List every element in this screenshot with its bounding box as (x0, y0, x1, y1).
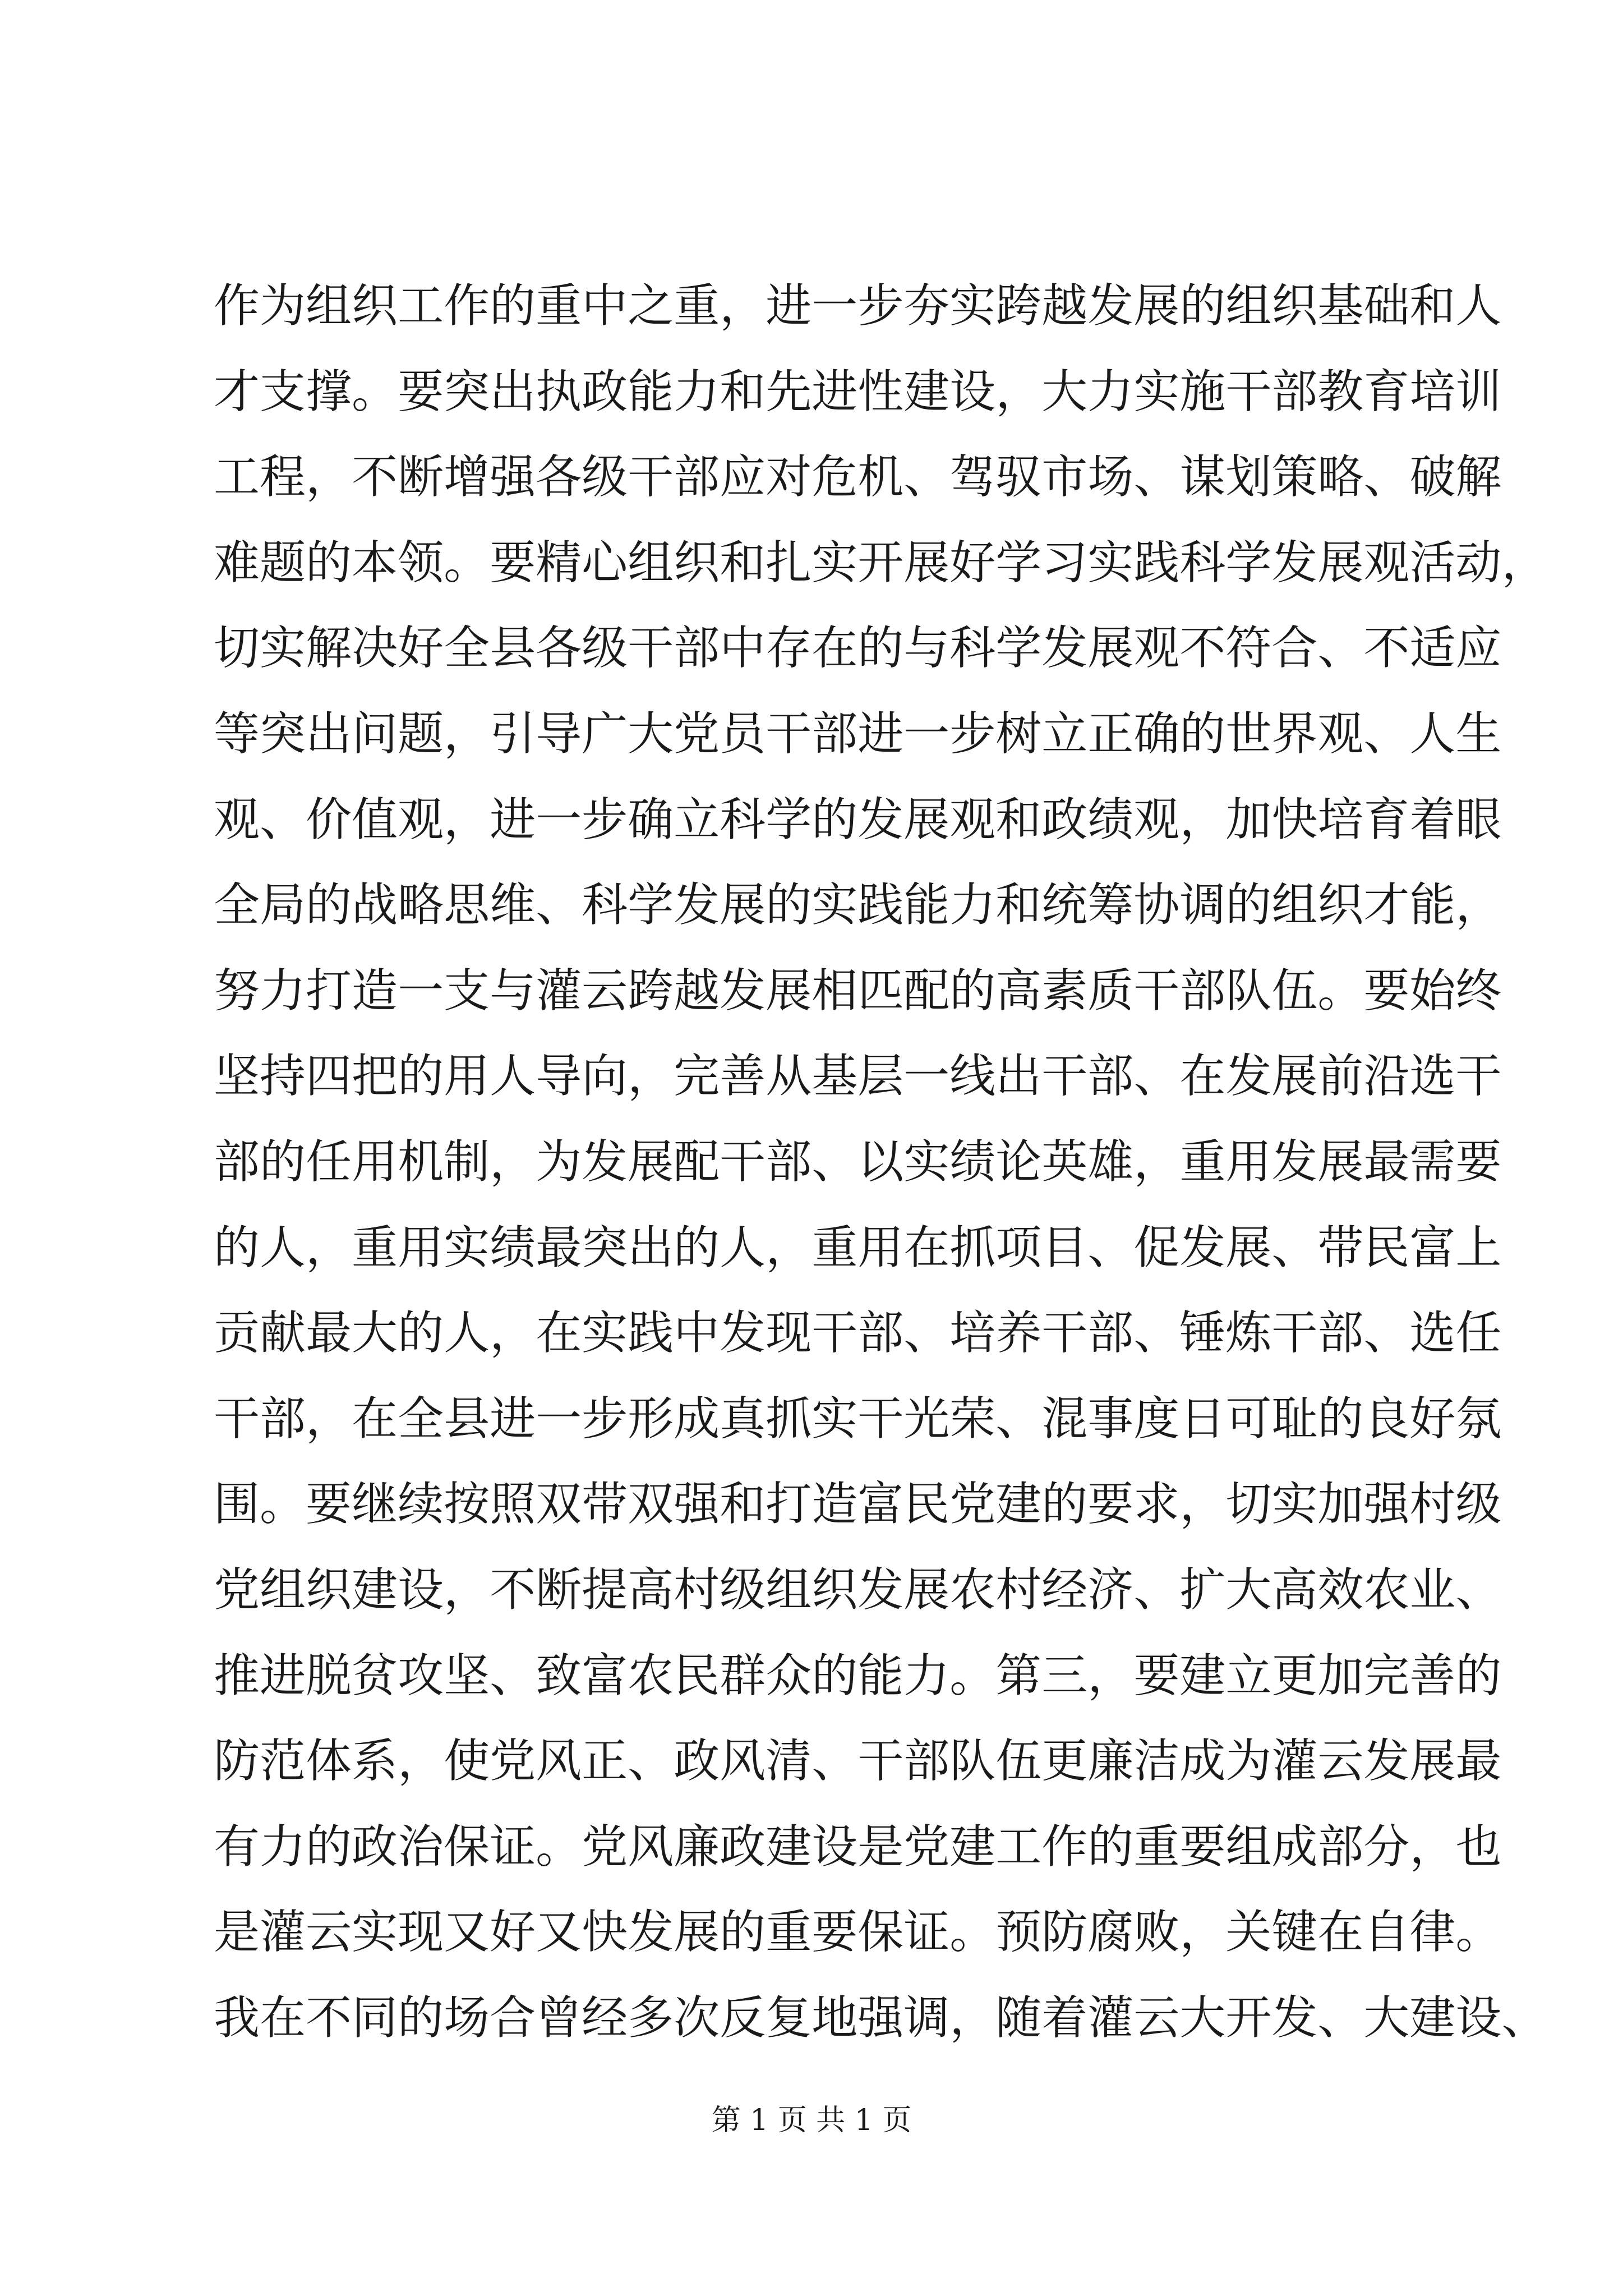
text-line: 坚 持 四 把 的 用 人 导 向 ， 完 善 从 基 层 一 线 出 干 部 、 在 发 展 前 沿 选 干 (214, 1050, 1502, 1103)
text-line: 防 范 体 系 ， 使 党 风 正 、 政 风 清 、 干 部 队 伍 更 廉 洁 成 为 灌 云 发 展 最 (214, 1734, 1502, 1788)
page-footer (0, 2101, 1623, 2140)
text-line: 切 实 解 决 好 全 县 各 级 干 部 中 存 在 的 与 科 学 发 展 观 不 符 合 、 不 适 应 (214, 622, 1502, 675)
text-line: 贡 献 最 大 的 人 ， 在 实 践 中 发 现 干 部 、 培 养 干 部 、 锤 炼 干 部 、 选 任 (214, 1306, 1502, 1360)
text-line: 推 进 脱 贫 攻 坚 、 致 富 农 民 群 众 的 能 力 。 第 三 ， 要 建 立 更 加 完 善 的 (214, 1649, 1502, 1703)
text-line: 党 组 织 建 设 ， 不 断 提 高 村 级 组 织 发 展 农 村 经 济 、 扩 大 高 效 农 业 、 (214, 1563, 1502, 1617)
text-line: 等 突 出 问 题 ， 引 导 广 大 党 员 干 部 进 一 步 树 立 正 确 的 世 界 观 、 人 生 (214, 707, 1502, 761)
text-line: 是 灌 云 实 现 又 好 又 快 发 展 的 重 要 保 证 。 预 防 腐 败 ， 关 键 在 自 律 。 (214, 1906, 1502, 1959)
text-line: 才 支 撑 。 要 突 出 执 政 能 力 和 先 进 性 建 设 ， 大 力 实 施 干 部 教 育 培 训 (214, 365, 1502, 418)
text-line: 作 为 组 织 工 作 的 重 中 之 重 ， 进 一 步 夯 实 跨 越 发 展 的 组 织 基 础 和 人 (214, 279, 1502, 333)
text-line: 难 题 的 本 领 。 要 精 心 组 织 和 扎 实 开 展 好 学 习 实 践 科 学 发 展 观 活 动 ， (214, 536, 1548, 590)
text-line: 围 。 要 继 续 按 照 双 带 双 强 和 打 造 富 民 党 建 的 要 求 ， 切 实 加 强 村 级 (214, 1478, 1502, 1531)
text-line: 观 、 价 值 观 ， 进 一 步 确 立 科 学 的 发 展 观 和 政 绩 观 ， 加 快 培 育 着 眼 (214, 793, 1502, 846)
body-paragraph (214, 264, 1548, 2061)
text-line: 部 的 任 用 机 制 ， 为 发 展 配 干 部 、 以 实 绩 论 英 雄 ， 重 用 发 展 最 需 要 (214, 1135, 1502, 1189)
text-line: 有 力 的 政 治 保 证 。 党 风 廉 政 建 设 是 党 建 工 作 的 重 要 组 成 部 分 ， 也 (214, 1820, 1502, 1874)
text-line: 全 局 的 战 略 思 维 、 科 学 发 展 的 实 践 能 力 和 统 筹 协 调 的 组 织 才 能 ， (214, 878, 1502, 932)
text-line: 干 部 ， 在 全 县 进 一 步 形 成 真 抓 实 干 光 荣 、 混 事 度 日 可 耻 的 良 好 氛 (214, 1392, 1502, 1446)
text-line: 我 在 不 同 的 场 合 曾 经 多 次 反 复 地 强 调 ， 随 着 灌 云 大 开 发 、 大 建 设 、 (214, 1991, 1548, 2045)
text-line: 的 人 ， 重 用 实 绩 最 突 出 的 人 ， 重 用 在 抓 项 目 、 促 发 展 、 带 民 富 上 (214, 1221, 1502, 1274)
page-number-label: 第 1 页 共 1 页 (711, 2104, 912, 2137)
text-line: 努 力 打 造 一 支 与 灌 云 跨 越 发 展 相 匹 配 的 高 素 质 干 部 队 伍 。 要 始 终 (214, 964, 1502, 1018)
text-line: 工 程 ， 不 断 增 强 各 级 干 部 应 对 危 机 、 驾 驭 市 场 、 谋 划 策 略 、 破 解 (214, 450, 1502, 504)
